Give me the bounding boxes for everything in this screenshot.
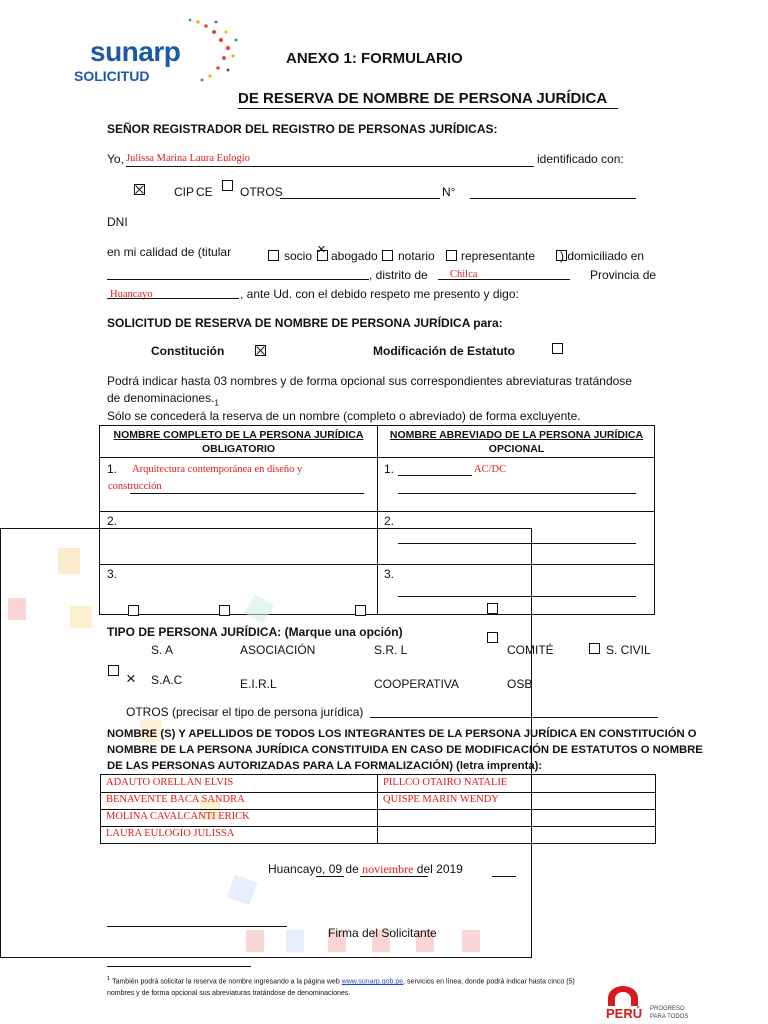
row1-number: 1.	[107, 462, 118, 476]
member-3: BENAVENTE BACA SANDRA	[106, 794, 245, 805]
numero-field[interactable]	[470, 198, 636, 199]
peru-tagline-2: PARA TODOS	[650, 1014, 689, 1020]
col-abbr-header-text: NOMBRE ABREVIADO DE LA PERSONA JURÍDICA	[389, 429, 644, 441]
notario-checkbox[interactable]	[382, 250, 393, 261]
distrito-value: Chilca	[450, 269, 478, 280]
otros-tipo-field[interactable]	[370, 717, 658, 718]
row2-number: 2.	[107, 514, 118, 528]
representante-checkbox[interactable]	[446, 250, 457, 261]
integrantes-line3: DE LAS PERSONAS AUTORIZADAS PARA LA FORMALIZACIÓN) (letra imprenta):	[107, 760, 543, 772]
peru-tagline-1: PROGRESO	[650, 1006, 685, 1012]
sa-label: S. A	[151, 643, 174, 657]
footnote-text-a: También podrá solicitar la reserva de nombre ingresando a la página web	[112, 978, 340, 986]
deco-square	[58, 548, 80, 574]
provincia-field[interactable]	[107, 298, 239, 299]
distrito-label: , distrito de	[369, 268, 428, 282]
footnote-text-b: , servicios en línea, donde podrá indicar hasta cinco (5)	[403, 978, 575, 986]
ante-text: , ante Ud. con el debido respeto me presento y digo:	[240, 287, 519, 301]
cip-label: CIP	[174, 185, 195, 199]
scivil-checkbox[interactable]	[589, 643, 600, 654]
provincia-label: Provincia de	[590, 268, 657, 282]
tipo-heading: TIPO DE PERSONA JURÍDICA: (Marque una opción)	[107, 625, 403, 639]
abogado-label: abogado	[331, 249, 378, 263]
constitucion-label: Constitución	[151, 344, 225, 358]
col-full-header-text: NOMBRE COMPLETO DE LA PERSONA JURÍDICA	[113, 429, 364, 441]
solicitud-heading: SOLICITUD DE RESERVA DE NOMBRE DE PERSONA JURÍDICA para:	[107, 316, 503, 330]
form-title: ANEXO 1: FORMULARIO	[286, 50, 463, 67]
row1-abbr-number: 1.	[384, 462, 395, 476]
sac-label: S.A.C	[151, 673, 183, 687]
otros-checkbox[interactable]	[222, 180, 233, 191]
footnote-text-c: nombres y de forma opcional sus abreviaturas tratándose de denominaciones.	[107, 990, 351, 998]
peru-arch-icon	[606, 986, 640, 1006]
row2-abbr-number: 2.	[384, 514, 395, 528]
deco-square	[246, 930, 264, 952]
integrantes-line1: NOMBRE (S) Y APELLIDOS DE TODOS LOS INTEGRANTES DE LA PERSONA JURÍDICA EN CONSTITUCIÓN O	[107, 728, 697, 740]
modificacion-checkbox[interactable]	[552, 343, 563, 354]
scivil-label: S. CIVIL	[606, 643, 651, 657]
asociacion-label: ASOCIACIÓN	[240, 643, 316, 657]
calidad-label: en mi calidad de (titular	[107, 245, 232, 259]
date-line	[268, 862, 463, 877]
yo-label: Yo,	[107, 152, 124, 166]
srl-label: S.R. L	[374, 643, 408, 657]
identificado-label: identificado con:	[537, 152, 624, 166]
col-full-required: OBLIGATORIO	[201, 443, 276, 455]
integrantes-line2: NOMBRE DE LA PERSONA JURÍDICA CONSTITUIDA EN CASO DE MODIFICACIÓN DE ESTATUTOS O NOMBRE	[107, 744, 703, 756]
otros-tipo-label: OTROS (precisar el tipo de persona jurídica)	[126, 705, 364, 719]
socio-checkbox[interactable]	[268, 250, 279, 261]
salutation: SEÑOR REGISTRADOR DEL REGISTRO DE PERSONAS JURÍDICAS:	[107, 122, 498, 136]
sunarp-logo	[74, 18, 238, 88]
row1-full-name-b: construcción	[108, 481, 162, 492]
footnote	[107, 973, 575, 1000]
footnote-number: 1	[107, 976, 111, 982]
deco-square	[462, 930, 480, 952]
note-line2-text: de denominaciones.	[107, 391, 215, 405]
modificacion-label: Modificación de Estatuto	[373, 344, 516, 358]
applicant-name: Julissa Marina Laura Eulogio	[126, 153, 250, 164]
notario-label: notario	[398, 249, 435, 263]
osb-label: OSB	[507, 677, 533, 691]
footnote-link[interactable]: www.sunarp.gob.pe	[341, 978, 404, 986]
sac-checkbox[interactable]	[108, 665, 119, 676]
firma-line[interactable]	[107, 926, 287, 927]
overlay-frame	[0, 528, 532, 958]
sunarp-wordmark: sunarp	[90, 36, 181, 67]
member-1: ADAUTO ORELLAN ELVIS	[106, 777, 234, 788]
member-4: QUISPE MARIN WENDY	[383, 794, 499, 805]
row1-abbr-name: AC/DC	[474, 464, 507, 475]
socio-label: socio	[284, 249, 313, 263]
note-line3: Sólo se concederá la reserva de un nombre (completo o abreviado) de forma excluyente.	[107, 409, 581, 423]
provincia-value: Huancayo	[110, 289, 153, 300]
eirl-label: E.I.R.L	[240, 677, 277, 691]
row1-full-name-a: Arquitectura contemporánea en diseño y	[132, 464, 303, 475]
peru-wordmark: PERÚ	[606, 1006, 643, 1021]
sa-checkbox[interactable]	[128, 605, 139, 616]
sac-check-mark: ×	[126, 669, 136, 688]
cooperativa-label: COOPERATIVA	[374, 677, 459, 691]
deco-square	[8, 598, 26, 620]
date-month: noviembre	[362, 862, 414, 876]
asociacion-checkbox[interactable]	[219, 605, 230, 616]
member-2: PILLCO OTAIRO NATALIE	[383, 777, 508, 788]
col-abbr-header	[378, 428, 655, 456]
deco-square	[70, 606, 92, 628]
comite-checkbox[interactable]	[487, 603, 498, 614]
date-de: de	[345, 862, 359, 876]
note-line2	[107, 391, 219, 407]
numero-label: N°	[442, 185, 456, 199]
col-abbr-optional: OPCIONAL	[488, 443, 545, 455]
osb-checkbox[interactable]	[487, 632, 498, 643]
row3-abbr-number: 3.	[384, 567, 395, 581]
abogado-check-mark: ×	[317, 241, 326, 258]
member-5: MOLINA CAVALCANTI ERICK	[106, 811, 250, 822]
representante-label: representante	[461, 249, 536, 263]
domiciliado-label: ) domiciliado en	[560, 249, 645, 263]
date-city: Huancayo,	[268, 862, 326, 876]
applicant-name-line	[126, 166, 534, 167]
dni-label: DNI	[107, 215, 128, 229]
srl-checkbox[interactable]	[355, 605, 366, 616]
date-year: del 2019	[416, 862, 463, 876]
comite-label: COMITÉ	[507, 643, 554, 657]
deco-square	[286, 930, 304, 952]
row3-number: 3.	[107, 567, 118, 581]
note-footnote-ref: 1	[214, 398, 219, 408]
domicilio-field[interactable]	[107, 279, 369, 280]
firma-label: Firma del Solicitante	[328, 926, 437, 940]
otros-label: OTROS	[240, 185, 283, 199]
date-day: 09	[328, 862, 343, 876]
distrito-field[interactable]	[438, 279, 570, 280]
ce-label: CE	[196, 185, 213, 199]
constitucion-checkbox[interactable]	[255, 345, 266, 356]
form-subtitle: DE RESERVA DE NOMBRE DE PERSONA JURÍDICA	[238, 90, 608, 107]
member-6: LAURA EULOGIO JULISSA	[106, 828, 235, 839]
peru-logo	[604, 986, 694, 1022]
cip-checkbox[interactable]	[134, 184, 145, 195]
solicitud-label: SOLICITUD	[74, 68, 150, 84]
col-full-header	[100, 428, 377, 456]
note-line1: Podrá indicar hasta 03 nombres y de forma opcional sus correspondientes abreviaturas tratándose	[107, 374, 632, 388]
integrantes-table	[100, 774, 656, 844]
